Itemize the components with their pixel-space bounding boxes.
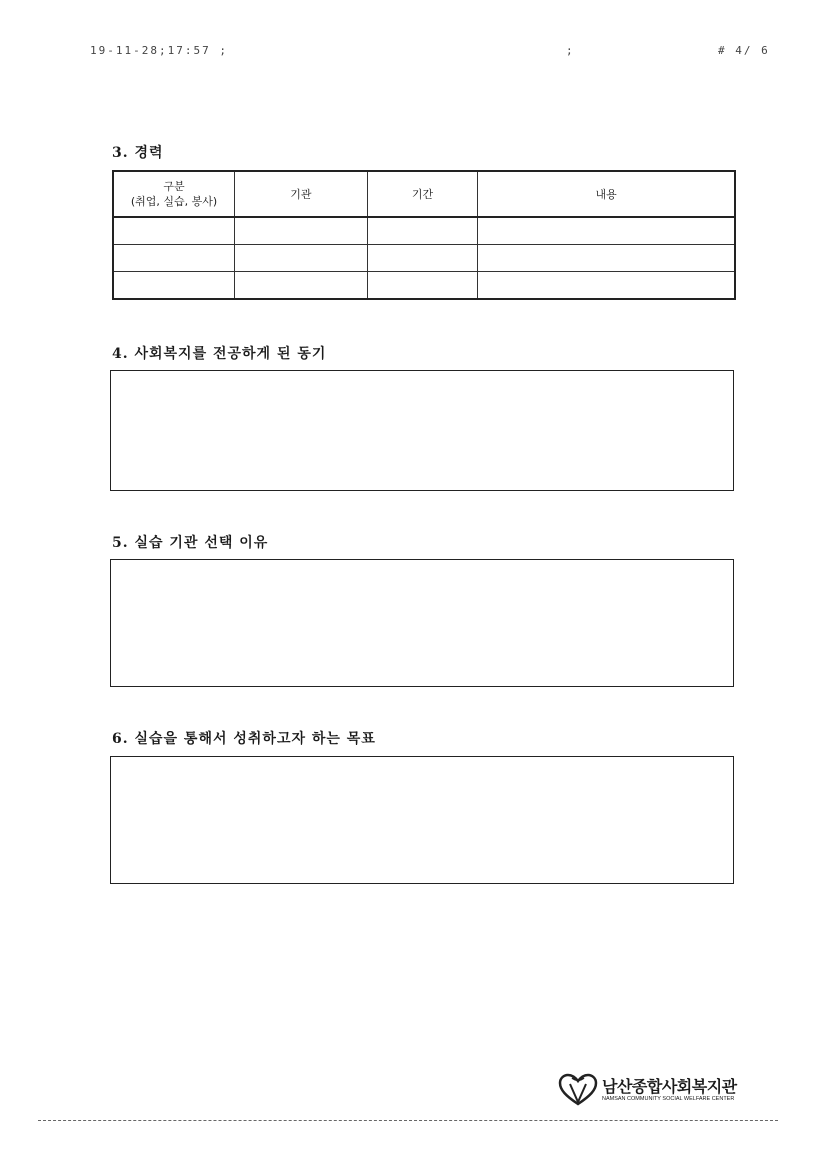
goals-answer-box[interactable] <box>110 756 734 884</box>
center-logo <box>558 1068 758 1112</box>
fax-separator: ; <box>566 44 575 57</box>
table-cell[interactable] <box>235 217 368 245</box>
header-content: 내용 <box>478 171 735 217</box>
header-category <box>113 171 235 217</box>
section-title-career: 3. 경력 <box>112 145 164 161</box>
heart-logo-icon <box>558 1072 598 1108</box>
table-cell[interactable] <box>113 217 235 245</box>
table-cell[interactable] <box>235 245 368 272</box>
center-english-name: NAMSAN COMMUNITY SOCIAL WELFARE CENTER <box>602 1096 735 1102</box>
table-cell[interactable] <box>113 272 235 300</box>
section-title-agency-choice: 5. 실습 기관 선택 이유 <box>112 535 269 551</box>
table-cell[interactable] <box>367 272 478 300</box>
career-table <box>112 170 736 300</box>
header-category-label: 구분 <box>163 180 185 193</box>
section-title-goals: 6. 실습을 통해서 성취하고자 하는 목표 <box>112 731 376 747</box>
career-table-header <box>113 171 735 217</box>
section-title-motivation: 4. 사회복지를 전공하게 된 동기 <box>112 346 327 362</box>
motivation-answer-box[interactable] <box>110 370 734 491</box>
table-cell[interactable] <box>478 272 735 300</box>
footer-divider <box>38 1120 778 1121</box>
agency-choice-answer-box[interactable] <box>110 559 734 687</box>
table-row <box>113 217 735 245</box>
table-cell[interactable] <box>478 245 735 272</box>
table-cell[interactable] <box>367 245 478 272</box>
table-row <box>113 245 735 272</box>
table-cell[interactable] <box>113 245 235 272</box>
fax-timestamp: 19-11-28;17:57 ; <box>90 44 228 57</box>
table-row <box>113 272 735 300</box>
header-institution: 기관 <box>235 171 368 217</box>
fax-page-number: # 4/ 6 <box>718 44 770 57</box>
table-cell[interactable] <box>478 217 735 245</box>
fax-header <box>0 44 827 60</box>
table-cell[interactable] <box>367 217 478 245</box>
center-name: 남산종합사회복지관 <box>602 1077 737 1096</box>
header-period: 기간 <box>367 171 478 217</box>
header-category-note: (취업, 실습, 봉사) <box>130 195 218 208</box>
table-cell[interactable] <box>235 272 368 300</box>
